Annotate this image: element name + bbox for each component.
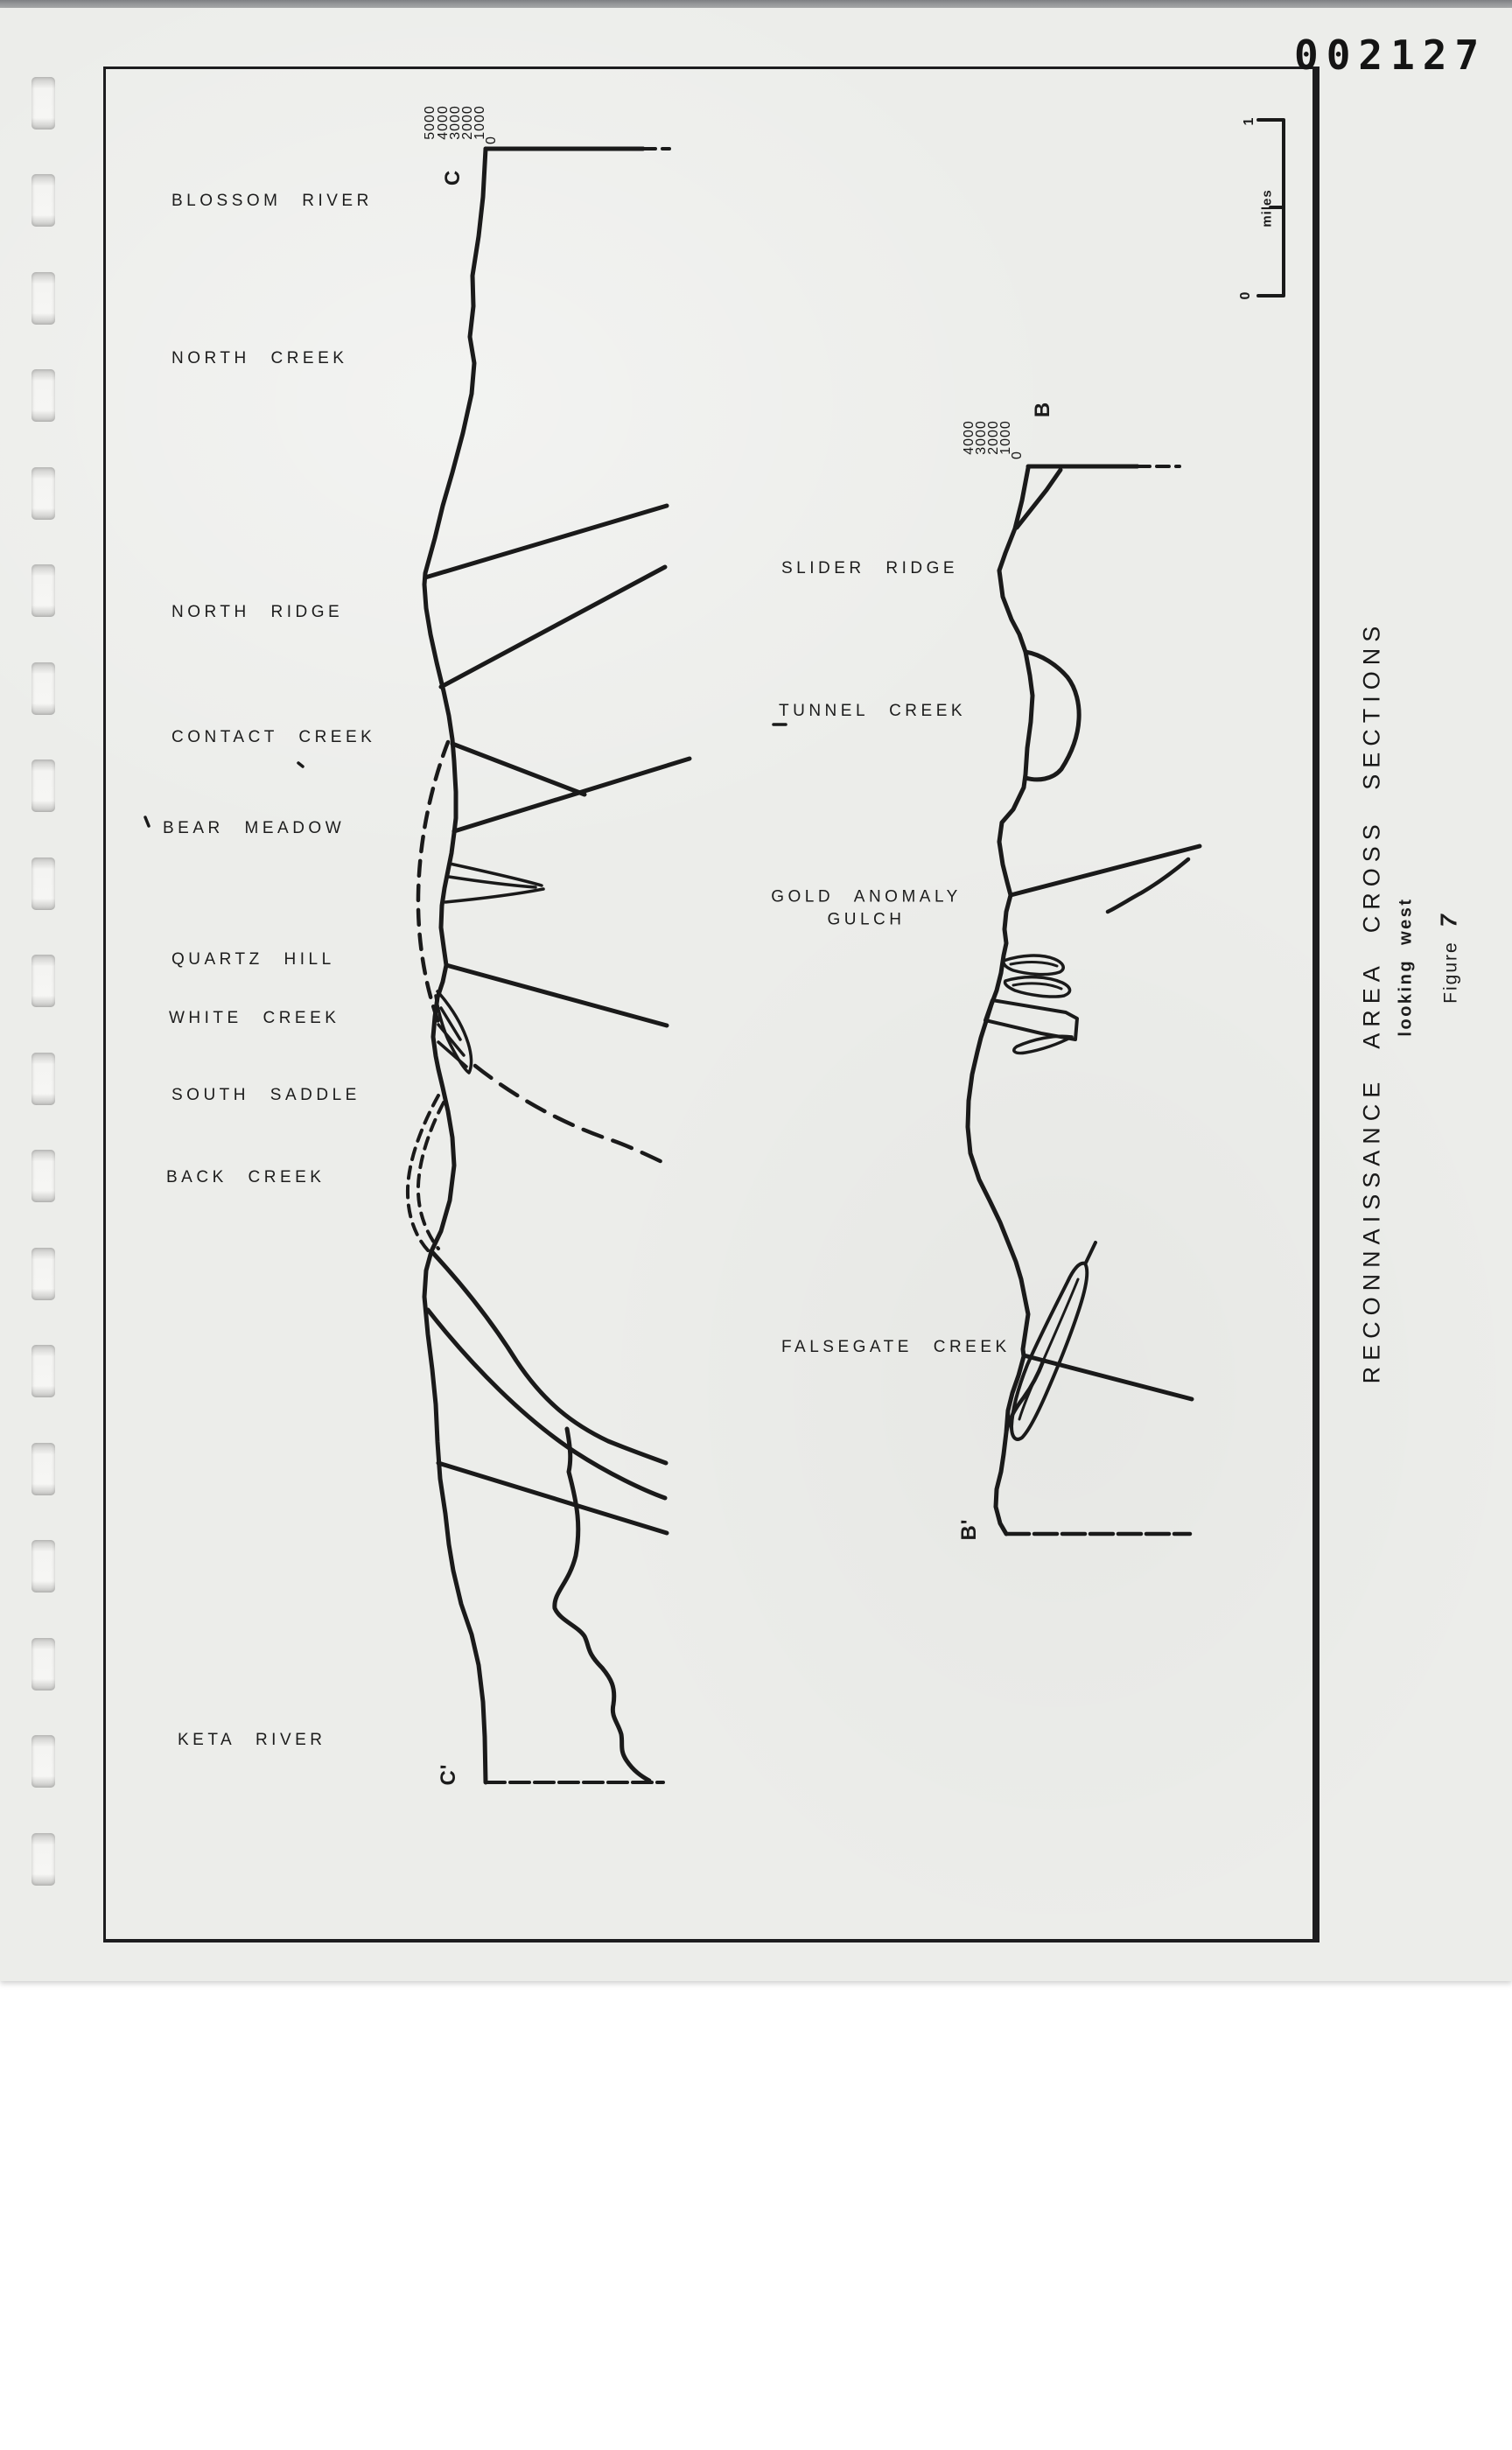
section-c-profile bbox=[424, 149, 669, 1782]
south-saddle-sill bbox=[436, 991, 472, 1073]
label-back-creek: BACK CREEK bbox=[166, 1168, 326, 1186]
label-tunnel-creek: TUNNEL CREEK bbox=[779, 702, 967, 720]
figure-number: 7 bbox=[1435, 913, 1462, 928]
label-gold-anomaly-line1: GOLD ANOMALY bbox=[771, 887, 962, 906]
label-blossom-river: BLOSSOM RIVER bbox=[172, 192, 373, 210]
section-c-faults bbox=[425, 506, 690, 1026]
section-c-dike-sliver bbox=[445, 864, 543, 902]
label-slider-ridge: SLIDER RIDGE bbox=[781, 559, 959, 578]
back-creek-contacts bbox=[428, 1251, 667, 1781]
label-north-creek: NORTH CREEK bbox=[172, 349, 348, 368]
tunnel-creek-knob bbox=[1026, 652, 1079, 780]
falsegate-features bbox=[1006, 1242, 1192, 1439]
page-number-stamp: 002127 bbox=[1294, 32, 1488, 79]
label-falsegate-creek: FALSEGATE CREEK bbox=[781, 1338, 1011, 1356]
label-quartz-hill: QUARTZ HILL bbox=[172, 950, 335, 969]
scanned-page: 002127 5000 4000 3000 2000 1000 0 C C' BLOSSOM RIVER NORTH CREEK NORTH RIDGE CONTACT CREEK BEAR MEADOW QUARTZ HILL WHITE CREEK SOUTH SADDLE BACK CREEK KETA RIVER 4000 3000 2000 1000 0 B B' SLIDER RIDGE TUNNEL CREEK GOLD ANOMALY GULCH FALSEGATE CREEK 1 0 miles RECONNAISSANCE AREA CROSS SECTIONS looking west Figure 7 bbox=[0, 0, 1512, 2450]
label-bear-meadow: BEAR MEADOW bbox=[163, 819, 346, 837]
label-keta-river: KETA RIVER bbox=[178, 1731, 326, 1749]
figure-word: Figure bbox=[1440, 941, 1461, 1004]
gold-anomaly-features bbox=[985, 846, 1200, 1054]
label-white-creek: WHITE CREEK bbox=[169, 1009, 340, 1027]
label-gold-anomaly-gulch bbox=[771, 886, 962, 930]
keta-river-line bbox=[555, 1429, 649, 1781]
label-south-saddle: SOUTH SADDLE bbox=[172, 1086, 360, 1104]
label-gold-anomaly-line2: GULCH bbox=[827, 910, 906, 928]
label-north-ridge: NORTH RIDGE bbox=[172, 603, 344, 621]
label-contact-creek: CONTACT CREEK bbox=[172, 728, 376, 746]
section-c-dashed-contacts bbox=[408, 742, 668, 1254]
